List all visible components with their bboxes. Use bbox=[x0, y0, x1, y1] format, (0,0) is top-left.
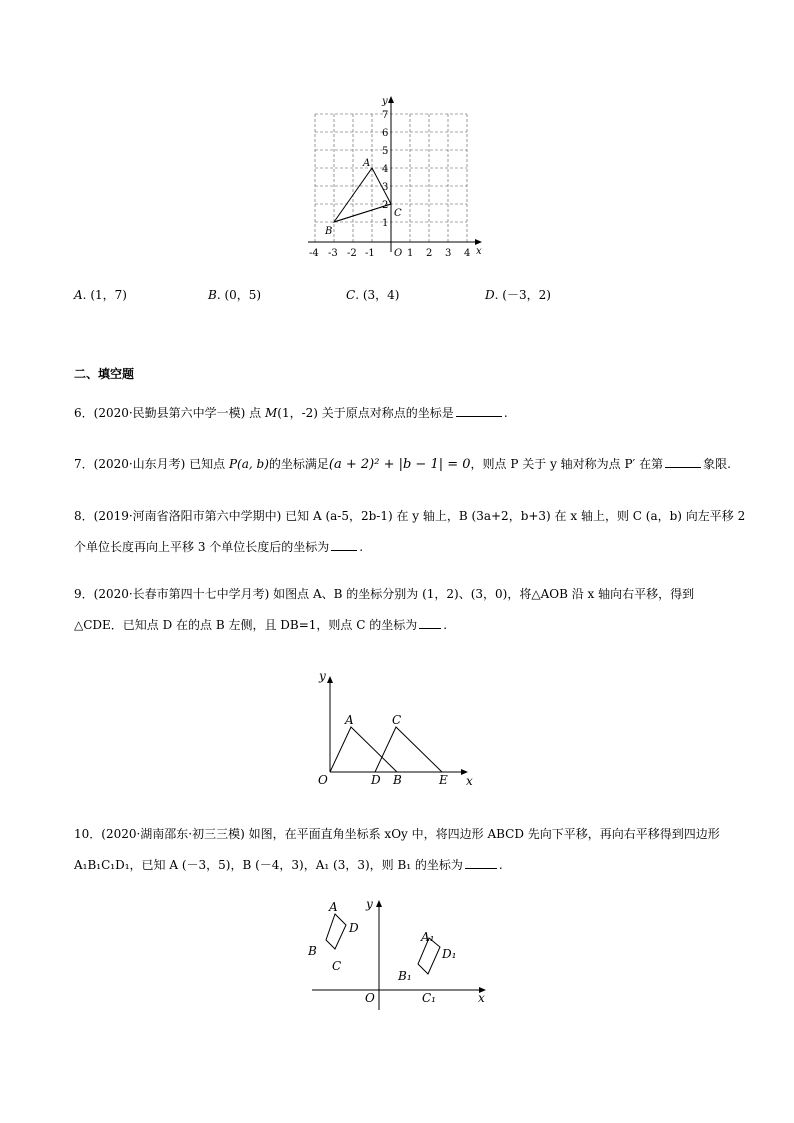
y-axis-label: y bbox=[366, 897, 373, 911]
point-label-a: A bbox=[329, 900, 338, 914]
point-label-e: E bbox=[439, 773, 448, 787]
y-axis-arrow bbox=[388, 96, 394, 103]
y-tick-label: 2 bbox=[382, 200, 389, 211]
point-label-c1: C₁ bbox=[422, 991, 436, 1005]
point-label-b: B bbox=[308, 944, 317, 958]
origin-label: O bbox=[394, 248, 403, 259]
point-label-a: A bbox=[363, 158, 371, 169]
point-label-c: C bbox=[392, 713, 402, 727]
y-axis-arrow bbox=[376, 900, 382, 907]
y-axis-label: y bbox=[319, 669, 326, 683]
point-label-d1: D₁ bbox=[442, 947, 457, 961]
question-6: 6．(2020·民勤县第六中学一模) 点 M(1，-2) 关于原点对称点的坐标是 . bbox=[74, 406, 508, 420]
point-label-a1: A₁ bbox=[421, 930, 435, 944]
point-label-d: D bbox=[371, 773, 381, 787]
x-tick-label: -1 bbox=[365, 248, 375, 259]
point-label-b: B bbox=[393, 773, 402, 787]
option-c[interactable]: C. (3，4) bbox=[346, 288, 400, 302]
point-label-c: C bbox=[332, 959, 342, 973]
x-axis-label: x bbox=[478, 991, 485, 1005]
x-tick-label: -2 bbox=[347, 248, 357, 259]
x-tick-label: 4 bbox=[464, 248, 471, 259]
section-heading: 二、填空题 bbox=[74, 367, 135, 381]
option-d[interactable]: D. (－3，2) bbox=[485, 288, 551, 302]
grid-figure bbox=[300, 92, 490, 264]
origin-label: O bbox=[318, 773, 328, 787]
y-tick-label: 3 bbox=[382, 182, 389, 193]
x-tick-label: -4 bbox=[309, 248, 319, 259]
y-tick-label: 6 bbox=[382, 128, 389, 139]
x-tick-label: 3 bbox=[445, 248, 452, 259]
answer-blank[interactable] bbox=[419, 616, 441, 629]
point-label-b: B bbox=[325, 226, 333, 237]
answer-blank[interactable] bbox=[665, 455, 701, 468]
question-10-line-1: 10．(2020·湖南邵东·初三三模) 如图，在平面直角坐标系 xOy 中，将四边形 ABCD 先向下平移，再向右平移得到四边形 bbox=[74, 827, 720, 841]
y-tick-label: 5 bbox=[382, 146, 389, 157]
x-axis-label: x bbox=[466, 774, 473, 788]
y-tick-label: 1 bbox=[382, 218, 389, 229]
point-label-a: A bbox=[345, 713, 354, 727]
answer-blank[interactable] bbox=[456, 404, 502, 417]
origin-label: O bbox=[365, 991, 375, 1005]
option-a[interactable]: A. (1，7) bbox=[74, 288, 127, 302]
figure-9 bbox=[310, 664, 490, 794]
x-tick-label: 1 bbox=[407, 248, 414, 259]
point-label-d: D bbox=[349, 921, 359, 935]
x-axis-label: x bbox=[476, 246, 482, 257]
question-9-line-1: 9．(2020·长春市第四十七中学月考) 如图点 A、B 的坐标分别为 (1，2)、(3，0)，将△AOB 沿 x 轴向右平移，得到 bbox=[74, 587, 695, 601]
answer-blank[interactable] bbox=[331, 538, 357, 551]
triangle-cde bbox=[375, 727, 442, 772]
triangle-aob bbox=[330, 727, 397, 772]
quadrilateral-abcd bbox=[326, 914, 346, 949]
x-tick-label: 2 bbox=[426, 248, 433, 259]
question-10-line-2: A₁B₁C₁D₁，已知 A (－3，5)，B (－4，3)，A₁ (3，3)，则 B₁ 的坐标为 . bbox=[74, 858, 503, 872]
x-axis-arrow bbox=[475, 239, 482, 245]
triangle-abc bbox=[334, 168, 391, 222]
x-tick-label: -3 bbox=[328, 248, 338, 259]
y-axis-arrow bbox=[327, 676, 333, 683]
point-label-c: C bbox=[394, 208, 402, 219]
y-axis-label: y bbox=[382, 96, 388, 107]
y-tick-label: 4 bbox=[382, 164, 389, 175]
figure-10 bbox=[300, 892, 500, 1016]
question-7: 7．(2020·山东月考) 已知点 P(a, b)的坐标满足(a + 2)² + |b − 1| = 0，则点 P 关于 y 轴对称为点 P′ 在第 象限. bbox=[74, 457, 731, 472]
option-b[interactable]: B. (0，5) bbox=[208, 288, 262, 302]
point-label-b1: B₁ bbox=[398, 969, 412, 983]
question-9-line-2: △CDE．已知点 D 在的点 B 左侧，且 DB=1，则点 C 的坐标为 . bbox=[74, 618, 448, 632]
y-tick-label: 7 bbox=[382, 110, 389, 121]
question-8-line-1: 8．(2019·河南省洛阳市第六中学期中) 已知 A (a-5，2b-1) 在 y 轴上，B (3a+2，b+3) 在 x 轴上，则 C (a，b) 向左平移 2 bbox=[74, 509, 746, 523]
answer-blank[interactable] bbox=[465, 856, 497, 869]
question-8-line-2: 个单位长度再向上平移 3 个单位长度后的坐标为 . bbox=[74, 540, 364, 554]
equation: (a + 2)² + |b − 1| = 0 bbox=[328, 457, 471, 472]
